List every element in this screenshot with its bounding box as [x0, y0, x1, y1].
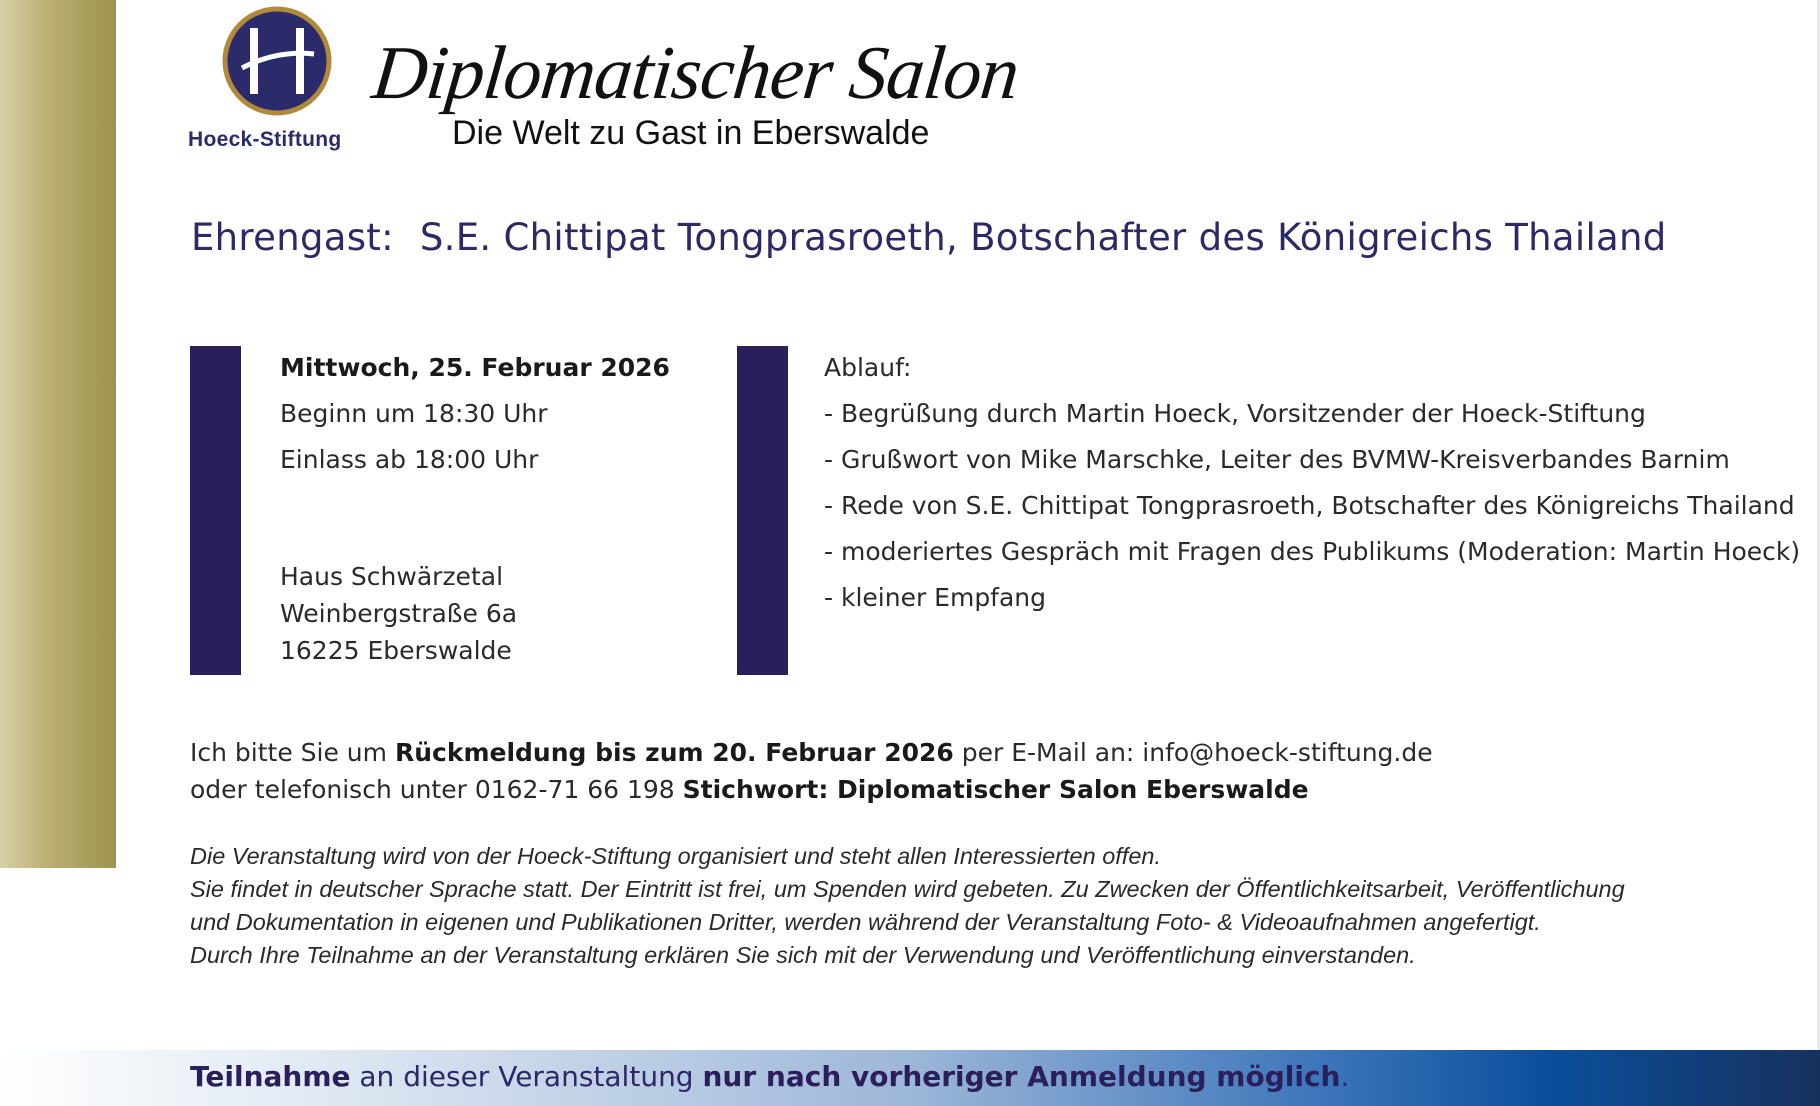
- agenda-item: - Grußwort von Mike Marschke, Leiter des BVMW-Kreisverbandes Barnim: [824, 445, 1730, 474]
- agenda: [824, 345, 1804, 621]
- venue-street: Weinbergstraße 6a: [280, 599, 518, 628]
- guest-name: S.E. Chittipat Tongprasroeth, Botschafter des Königreichs Thailand: [419, 216, 1667, 259]
- agenda-heading: Ablauf:: [824, 353, 912, 382]
- event-start-time: Beginn um 18:30 Uhr: [280, 399, 548, 428]
- note-line: und Dokumentation in eigenen und Publikationen Dritter, werden während der Veranstaltung Foto- & Videoaufnahmen angefertigt.: [190, 909, 1541, 935]
- note-line: Die Veranstaltung wird von der Hoeck-Stiftung organisiert und steht allen Interessierten offen.: [190, 843, 1161, 869]
- rsvp-keyword: Stichwort: Diplomatischer Salon Eberswalde: [682, 775, 1309, 804]
- venue-city: 16225 Eberswalde: [280, 636, 512, 665]
- rsvp-phone: oder telefonisch unter 0162-71 66 198: [190, 775, 683, 804]
- right-accent-bar: [737, 346, 788, 675]
- registration-notice: [190, 1060, 1349, 1093]
- event-entry-time: Einlass ab 18:00 Uhr: [280, 445, 539, 474]
- rsvp-text: Ich bitte Sie um: [190, 738, 395, 767]
- notice-part: nur nach vorheriger Anmeldung möglich: [702, 1060, 1341, 1093]
- note-line: Sie findet in deutscher Sprache statt. Der Eintritt ist frei, um Spenden wird gebeten. Zu Zwecken der Öffentlichkeitsarbeit, Veröffentlichung: [190, 876, 1625, 902]
- event-title: Diplomatischer Salon: [368, 31, 1023, 115]
- event-details: [280, 345, 700, 483]
- decorative-gold-bar: [0, 0, 116, 868]
- notice-part: .: [1340, 1060, 1350, 1093]
- rsvp-info: [190, 734, 1433, 808]
- notice-part: Teilnahme: [190, 1060, 351, 1093]
- legal-note: [190, 840, 1690, 972]
- note-line: Durch Ihre Teilnahme an der Veranstaltung erklären Sie sich mit der Verwendung und Veröffentlichung einverstanden.: [190, 942, 1416, 968]
- rsvp-deadline: Rückmeldung bis zum 20. Februar 2026: [394, 738, 954, 767]
- rsvp-email: per E-Mail an: info@hoeck-stiftung.de: [953, 738, 1433, 767]
- logo-org-name: Hoeck-Stiftung: [188, 128, 342, 151]
- guest-label: Ehrengast:: [191, 216, 394, 259]
- left-accent-bar: [190, 346, 241, 675]
- notice-part: an dieser Veranstaltung: [350, 1060, 703, 1093]
- hoeck-monogram-icon: [222, 6, 332, 116]
- venue-address: [280, 558, 517, 669]
- agenda-item: - moderiertes Gespräch mit Fragen des Publikums (Moderation: Martin Hoeck): [824, 537, 1801, 566]
- rsvp-line-2: [190, 771, 1433, 808]
- guest-of-honor: [191, 216, 1667, 259]
- event-date: Mittwoch, 25. Februar 2026: [280, 353, 670, 382]
- event-subtitle: Die Welt zu Gast in Eberswalde: [452, 114, 930, 152]
- venue-name: Haus Schwärzetal: [280, 562, 504, 591]
- agenda-item: - Begrüßung durch Martin Hoeck, Vorsitzender der Hoeck-Stiftung: [824, 399, 1646, 428]
- hoeck-stiftung-logo: [188, 6, 363, 156]
- agenda-item: - Rede von S.E. Chittipat Tongprasroeth, Botschafter des Königreichs Thailand: [824, 491, 1795, 520]
- rsvp-line-1: [190, 734, 1433, 771]
- agenda-item: - kleiner Empfang: [824, 583, 1047, 612]
